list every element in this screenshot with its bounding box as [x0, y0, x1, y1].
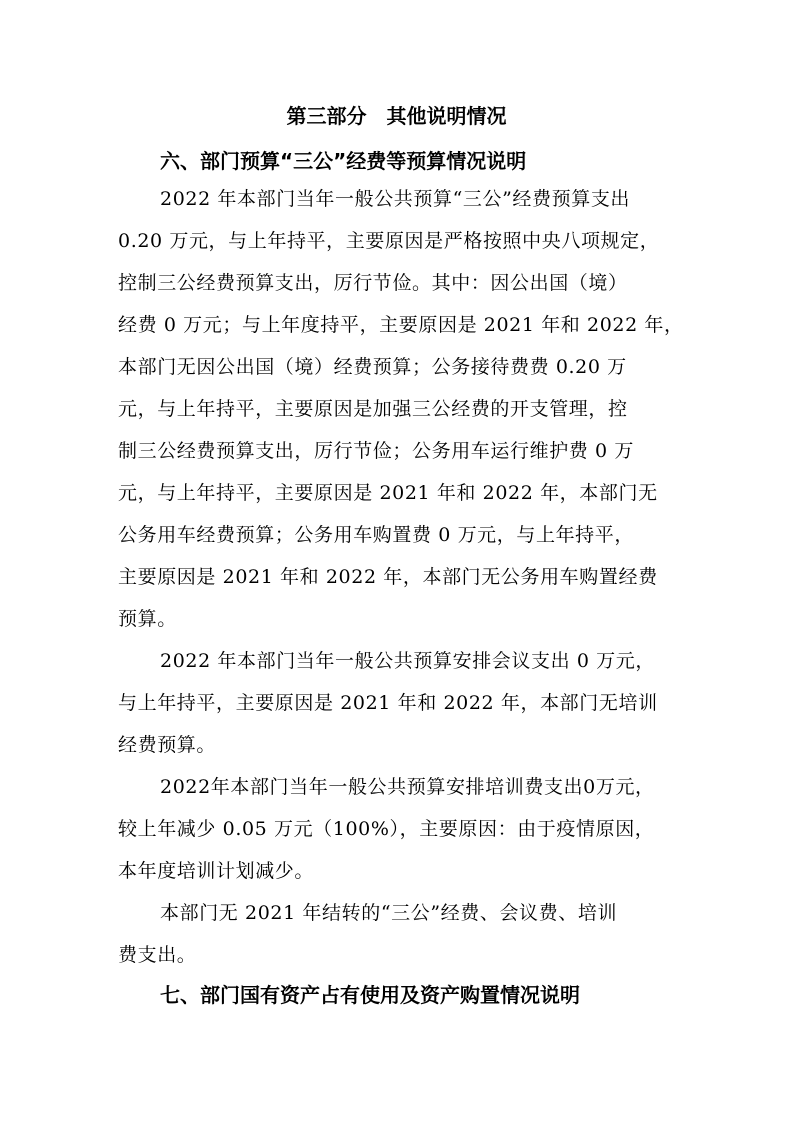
paragraph-line: 经费预算。 — [118, 734, 217, 756]
paragraph-line: 经费 0 万元；与上年度持平，主要原因是 2021 年和 2022 年， — [118, 314, 684, 336]
paragraph-line: 2022 年本部门当年一般公共预算“三公”经费预算支出 — [160, 188, 631, 210]
paragraph-line: 元，与上年持平，主要原因是加强三公经费的开支管理，控 — [118, 398, 628, 420]
paragraph-line: 公务用车经费预算；公务用车购置费 0 万元，与上年持平， — [118, 524, 634, 546]
paragraph-line: 2022 年本部门当年一般公共预算安排会议支出 0 万元， — [160, 650, 655, 672]
paragraph-line: 控制三公经费预算支出，厉行节俭。其中：因公出国（境） — [118, 272, 628, 294]
paragraph-line: 本部门无因公出国（境）经费预算；公务接待费费 0.20 万 — [118, 356, 627, 378]
paragraph-line: 预算。 — [118, 608, 177, 630]
paragraph-line: 2022年本部门当年一般公共预算安排培训费支出0万元， — [160, 776, 655, 798]
paragraph-line: 主要原因是 2021 年和 2022 年，本部门无公务用车购置经费 — [118, 566, 658, 588]
paragraph-line: 较上年减少 0.05 万元（100%），主要原因：由于疫情原因， — [118, 818, 655, 840]
paragraph-line: 本年度培训计划减少。 — [118, 860, 315, 882]
section-heading-7: 七、部门国有资产占有使用及资产购置情况说明 — [160, 983, 580, 1007]
paragraph-line: 与上年持平，主要原因是 2021 年和 2022 年，本部门无培训 — [118, 692, 658, 714]
section-heading-6: 六、部门预算“三公”经费等预算情况说明 — [160, 149, 527, 173]
paragraph-line: 制三公经费预算支出，厉行节俭；公务用车运行维护费 0 万 — [118, 440, 634, 462]
part-title: 第三部分 其他说明情况 — [286, 104, 507, 128]
paragraph-line: 费支出。 — [118, 944, 197, 966]
paragraph-line: 本部门无 2021 年结转的“三公”经费、会议费、培训 — [160, 902, 618, 924]
paragraph-line: 0.20 万元，与上年持平，主要原因是严格按照中央八项规定， — [118, 230, 660, 252]
paragraph-line: 元，与上年持平，主要原因是 2021 年和 2022 年，本部门无 — [118, 482, 658, 504]
